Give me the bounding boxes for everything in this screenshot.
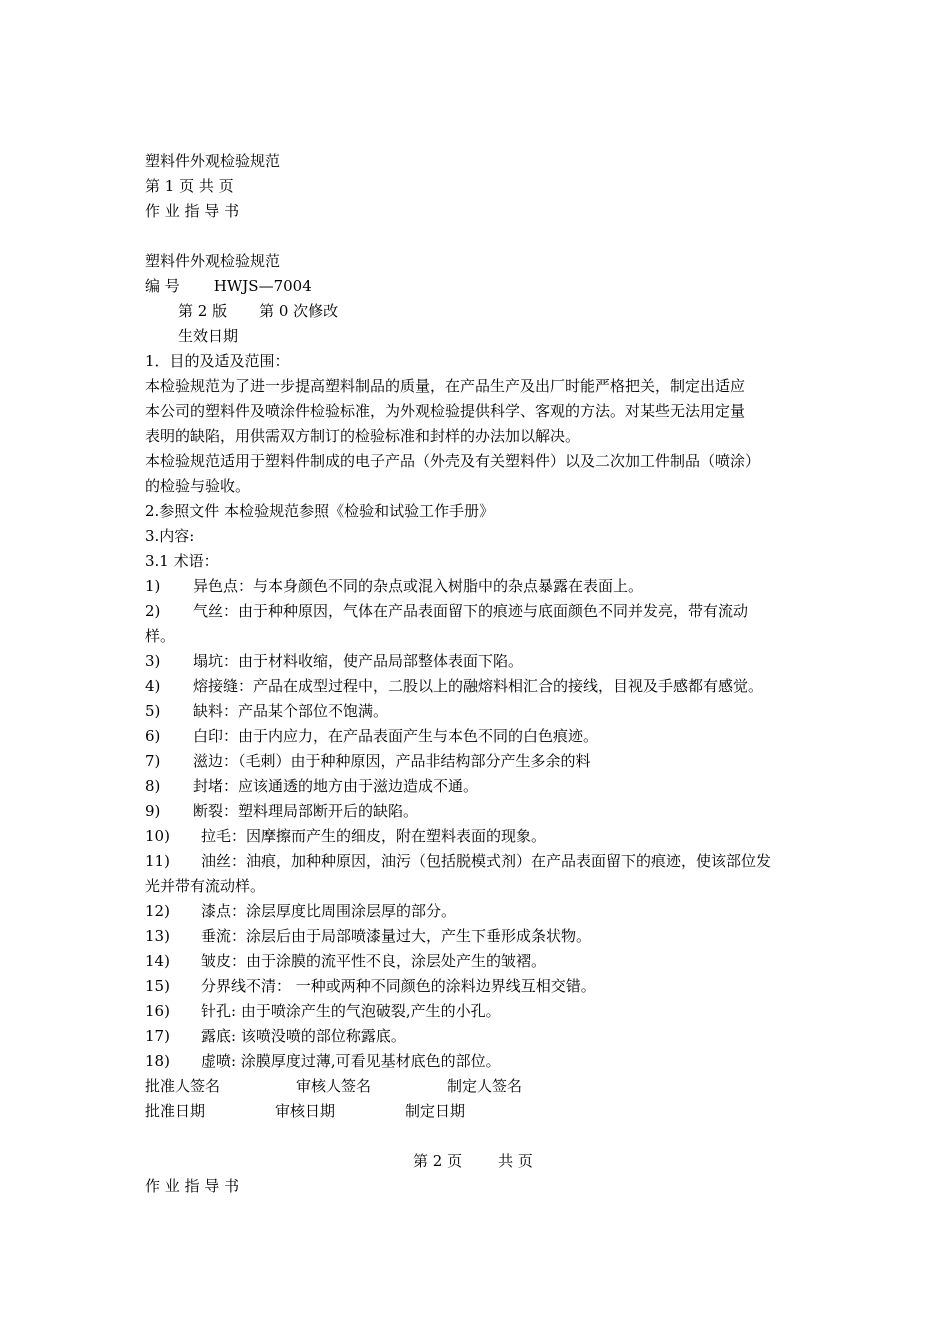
list-item: 5) 缺料：产品某个部位不饱满。 (145, 702, 389, 720)
doc-code-label: 编 号 (145, 277, 180, 295)
list-item: 6) 白印：由于内应力，在产品表面产生与本色不同的白色痕迹。 (145, 727, 599, 745)
make-date-label: 制定日期 (405, 1102, 466, 1120)
section3-heading: 3.内容: (145, 527, 195, 545)
section1-para1-line1: 本检验规范为了进一步提高塑料制品的质量，在产品生产及出厂时能严格把关，制定出适应 (145, 377, 746, 395)
maker-signature-label: 制定人签名 (447, 1077, 523, 1095)
list-item: 16) 针孔: 由于喷涂产生的气泡破裂,产生的小孔。 (145, 1002, 501, 1020)
list-item: 18) 虚喷: 涂膜厚度过薄,可看见基材底色的部位。 (145, 1052, 501, 1070)
list-item: 11) 油丝：油痕，加种种原因，油污（包括脱模式剂）在产品表面留下的痕迹，使该部位发 (145, 852, 772, 870)
page-indicator: 第 1 页 共 页 (145, 177, 234, 195)
list-item: 7) 滋边：（毛刺）由于种种原因，产品非结构部分产生多余的料 (145, 752, 591, 770)
list-item: 10) 拉毛：因摩擦而产生的细皮，附在塑料表面的现象。 (145, 827, 547, 845)
section1-para2-line1: 本检验规范适用于塑料件制成的电子产品（外壳及有关塑料件）以及二次加工件制品（喷涂） (145, 452, 761, 470)
list-item-continuation: 样。 (145, 627, 176, 645)
doc-code-value: HWJS—7004 (213, 277, 312, 295)
section1-heading: 1．目的及适及范围： (145, 352, 290, 370)
reviewer-signature-label: 审核人签名 (296, 1077, 372, 1095)
list-item: 17) 露底: 该喷没喷的部位称露底。 (145, 1027, 406, 1045)
doc-code-row (145, 276, 312, 296)
effective-date-label: 生效日期 (178, 327, 239, 345)
section1-para2-line2: 的检验与验收。 (145, 477, 251, 495)
page-number-row (413, 1151, 533, 1171)
doc-title-2: 塑料件外观检验规范 (145, 252, 281, 270)
list-item: 8) 封堵：应该通透的地方由于滋边造成不通。 (145, 777, 479, 795)
doc-title: 塑料件外观检验规范 (145, 152, 281, 170)
list-item: 3) 塌坑：由于材料收缩，使产品局部整体表面下陷。 (145, 652, 524, 670)
doc-type-label: 作 业 指 导 书 (145, 202, 240, 220)
section1-para1-line2: 本公司的塑料件及喷涂件检验标准，为外观检验提供科学、客观的方法。对某些无法用定量 (145, 402, 746, 420)
approver-signature-label: 批准人签名 (145, 1077, 221, 1095)
list-item: 12) 漆点：涂层厚度比周围涂层厚的部分。 (145, 902, 457, 920)
list-item: 9) 断裂：塑料理局部断开后的缺陷。 (145, 802, 419, 820)
list-item: 14) 皱皮：由于涂膜的流平性不良，涂层处产生的皱褶。 (145, 952, 547, 970)
section2-text: 2.参照文件 本检验规范参照《检验和试验工作手册》 (145, 502, 495, 520)
version-row (178, 301, 338, 321)
doc-type-label-2: 作 业 指 导 书 (145, 1177, 240, 1195)
page-total: 共 页 (498, 1152, 533, 1170)
signature-row (145, 1076, 522, 1096)
approve-date-label: 批准日期 (145, 1102, 206, 1120)
page-number: 第 2 页 (413, 1152, 463, 1170)
list-item: 2) 气丝：由于种种原因，气体在产品表面留下的痕迹与底面颜色不同并发亮，带有流动 (145, 602, 749, 620)
list-item: 15) 分界线不清： 一种或两种不同颜色的涂料边界线互相交错。 (145, 977, 596, 995)
list-item: 13) 垂流：涂层后由于局部喷漆量过大，产生下垂形成条状物。 (145, 927, 592, 945)
version-label: 第 2 版 (178, 302, 228, 320)
signature-date-row (145, 1101, 465, 1121)
review-date-label: 审核日期 (275, 1102, 336, 1120)
list-item-continuation: 光并带有流动样。 (145, 877, 266, 895)
list-item: 4) 熔接缝：产品在成型过程中，二股以上的融熔料相汇合的接线，目视及手感都有感觉。 (145, 677, 764, 695)
section3-1-heading: 3.1 术语： (145, 552, 219, 570)
section1-para1-line3: 表明的缺陷，用供需双方制订的检验标准和封样的办法加以解决。 (145, 427, 581, 445)
list-item: 1) 异色点：与本身颜色不同的杂点或混入树脂中的杂点暴露在表面上。 (145, 577, 644, 595)
revision-label: 第 0 次修改 (259, 302, 339, 320)
